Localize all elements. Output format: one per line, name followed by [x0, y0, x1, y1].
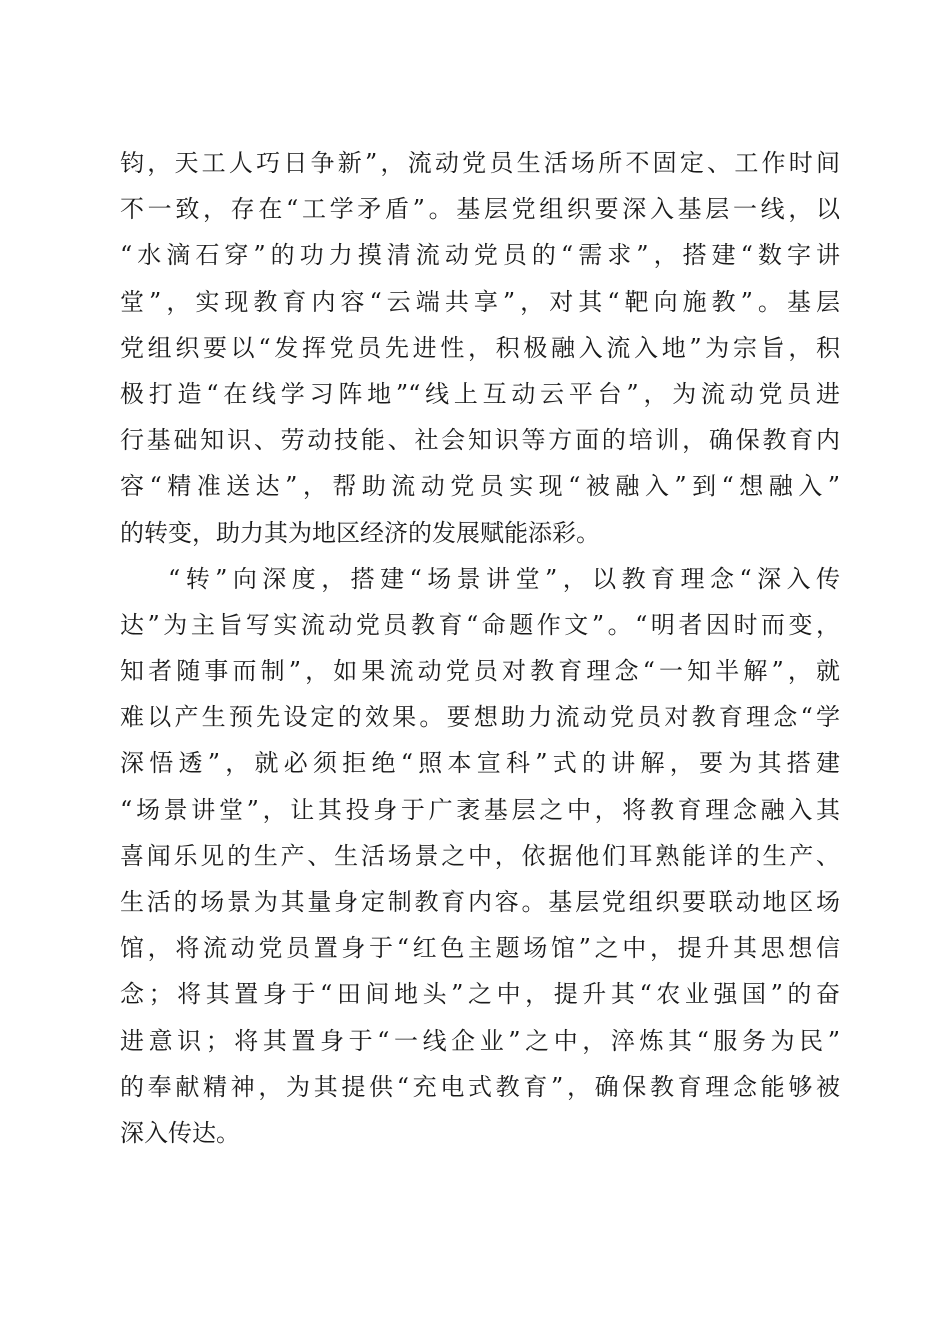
text-line: 极打造“在线学习阵地”“线上互动云平台”，为流动党员进 — [120, 379, 840, 408]
text-line: “场景讲堂”，让其投身于广袤基层之中，将教育理念融入其 — [120, 795, 840, 824]
text-line: 念；将其置身于“田间地头”之中，提升其“农业强国”的奋 — [120, 980, 840, 1009]
text-line: 知者随事而制”，如果流动党员对教育理念“一知半解”，就 — [120, 657, 840, 686]
text-line: 进意识；将其置身于“一线企业”之中，淬炼其“服务为民” — [120, 1026, 840, 1055]
text-line: 容“精准送达”，帮助流动党员实现“被融入”到“想融入” — [120, 472, 840, 501]
paragraph-1 — [120, 140, 840, 556]
text-line: 达”为主旨写实流动党员教育“命题作文”。“明者因时而变， — [120, 610, 840, 639]
text-line: “水滴石穿”的功力摸清流动党员的“需求”，搭建“数字讲 — [120, 241, 840, 270]
text-line: 喜闻乐见的生产、生活场景之中，依据他们耳熟能详的生产、 — [120, 841, 840, 870]
text-line: 深入传达。 — [120, 1118, 240, 1147]
text-line: 不一致，存在“工学矛盾”。基层党组织要深入基层一线，以 — [120, 195, 840, 224]
text-line: 难以产生预先设定的效果。要想助力流动党员对教育理念“学 — [120, 703, 840, 732]
text-line: 生活的场景为其量身定制教育内容。基层党组织要联动地区场 — [120, 888, 840, 916]
text-line: “转”向深度，搭建“场景讲堂”，以教育理念“深入传 — [168, 564, 840, 593]
text-line: 的转变，助力其为地区经济的发展赋能添彩。 — [120, 518, 600, 547]
text-line: 堂”，实现教育内容“云端共享”，对其“靶向施教”。基层 — [120, 287, 840, 316]
document-body — [120, 140, 840, 1156]
text-line: 钧，天工人巧日争新”，流动党员生活场所不固定、工作时间 — [120, 149, 840, 177]
text-line: 馆，将流动党员置身于“红色主题场馆”之中，提升其思想信 — [120, 934, 840, 963]
text-line: 行基础知识、劳动技能、社会知识等方面的培训，确保教育内 — [120, 426, 840, 455]
text-line: 深悟透”，就必须拒绝“照本宣科”式的讲解，要为其搭建 — [120, 749, 840, 778]
text-line: 党组织要以“发挥党员先进性，积极融入流入地”为宗旨，积 — [120, 333, 840, 362]
text-line: 的奉献精神，为其提供“充电式教育”，确保教育理念能够被 — [120, 1072, 840, 1101]
paragraph-2 — [120, 556, 840, 1156]
